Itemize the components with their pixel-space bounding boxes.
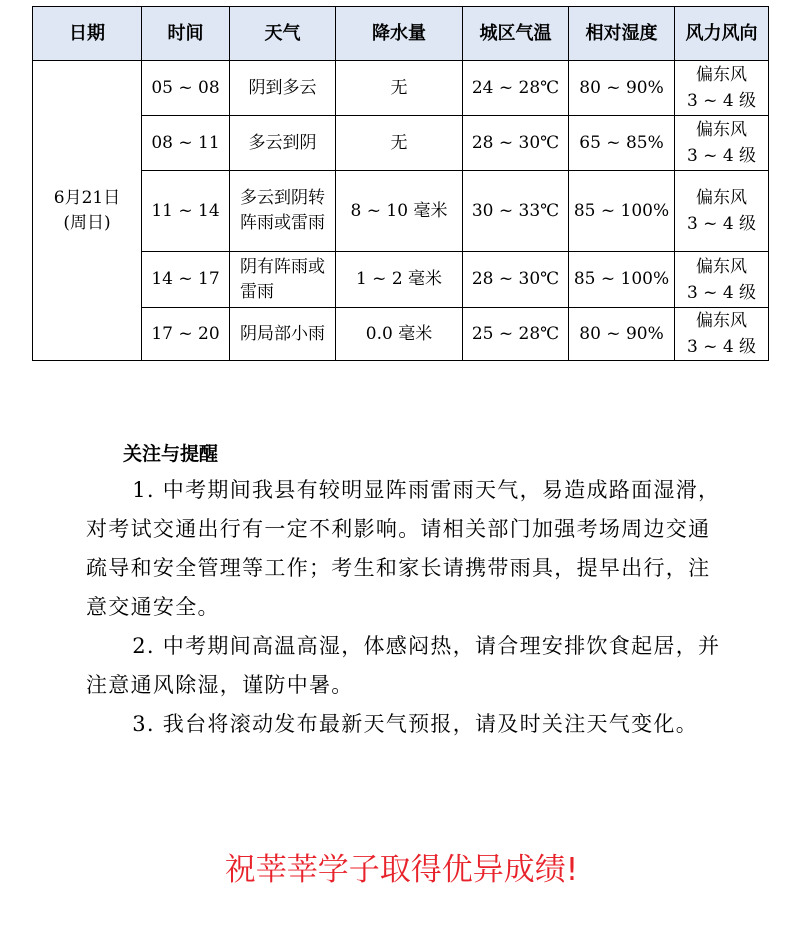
wind-force: 3 ~ 4 级 <box>686 214 757 234</box>
table-row <box>33 61 769 116</box>
wind-cell <box>675 171 769 252</box>
humidity-cell: 85 ~ 100% <box>569 252 675 308</box>
wind-cell <box>675 308 769 361</box>
notice-item: 3. 我台将滚动发布最新天气预报，请及时关注天气变化。 <box>132 712 698 736</box>
wind-force: 3 ~ 4 级 <box>686 282 757 303</box>
wind-cell <box>675 116 769 171</box>
table-header-row <box>33 7 769 61</box>
notice-item: 1. 中考期间我县有较明显阵雨雷雨天气，易造成路面湿滑，对考试交通出行有一定不利影响。请相关部门加强考场周边交通疏导和安全管理等工作；考生和家长请携带雨具，提早出行，注意交通安全。 <box>86 478 721 619</box>
wind-direction: 偏东风 <box>696 311 747 331</box>
temperature-cell: 28 ~ 30℃ <box>463 116 569 171</box>
header-humidity: 相对湿度 <box>569 7 675 61</box>
table-row <box>33 171 769 252</box>
humidity-cell: 80 ~ 90% <box>569 308 675 361</box>
header-weather: 天气 <box>230 7 336 61</box>
wind-cell <box>675 252 769 308</box>
wind-cell <box>675 61 769 116</box>
time-cell: 17 ~ 20 <box>142 308 230 361</box>
temperature-cell: 24 ~ 28℃ <box>463 61 569 116</box>
weather-cell: 阴局部小雨 <box>230 308 336 361</box>
table-row <box>33 308 769 361</box>
precipitation-cell: 无 <box>336 116 463 171</box>
time-cell: 08 ~ 11 <box>142 116 230 171</box>
weekday-text: (周日) <box>63 212 111 233</box>
precipitation-cell: 1 ~ 2 毫米 <box>336 252 463 308</box>
wind-force: 3 ~ 4 级 <box>686 146 757 166</box>
header-date: 日期 <box>33 7 142 61</box>
notice-item: 2. 中考期间高温高湿，体感闷热，请合理安排饮食起居，并注意通风除湿，谨防中暑。 <box>86 634 721 697</box>
header-temperature: 城区气温 <box>463 7 569 61</box>
temperature-cell: 30 ~ 33℃ <box>463 171 569 252</box>
wind-direction: 偏东风 <box>696 188 747 208</box>
wind-direction: 偏东风 <box>696 120 747 140</box>
wind-direction: 偏东风 <box>696 65 747 85</box>
wind-force: 3 ~ 4 级 <box>686 91 757 111</box>
weather-cell: 阴到多云 <box>230 61 336 116</box>
date-text: 6月21日 <box>53 187 121 208</box>
humidity-cell: 65 ~ 85% <box>569 116 675 171</box>
wind-direction: 偏东风 <box>696 256 747 277</box>
weather-cell: 多云到阴转阵雨或雷雨 <box>230 171 336 252</box>
humidity-cell: 80 ~ 90% <box>569 61 675 116</box>
time-cell: 11 ~ 14 <box>142 171 230 252</box>
precipitation-cell: 无 <box>336 61 463 116</box>
humidity-cell: 85 ~ 100% <box>569 171 675 252</box>
time-cell: 05 ~ 08 <box>142 61 230 116</box>
temperature-cell: 25 ~ 28℃ <box>463 308 569 361</box>
table-row <box>33 252 769 308</box>
wind-force: 3 ~ 4 级 <box>686 337 757 357</box>
precipitation-cell: 0.0 毫米 <box>336 308 463 361</box>
date-cell <box>33 61 142 361</box>
notice-section <box>86 437 726 744</box>
precipitation-cell: 8 ~ 10 毫米 <box>336 171 463 252</box>
table-row <box>33 116 769 171</box>
header-wind: 风力风向 <box>675 7 769 61</box>
header-time: 时间 <box>142 7 230 61</box>
header-precipitation: 降水量 <box>336 7 463 61</box>
temperature-cell: 28 ~ 30℃ <box>463 252 569 308</box>
weather-cell: 阴有阵雨或雷雨 <box>230 252 336 308</box>
wish-banner: 祝莘莘学子取得优异成绩! <box>224 852 579 888</box>
weather-forecast-table <box>32 6 769 361</box>
weather-cell: 多云到阴 <box>230 116 336 171</box>
notice-title: 关注与提醒 <box>123 443 219 465</box>
time-cell: 14 ~ 17 <box>142 252 230 308</box>
